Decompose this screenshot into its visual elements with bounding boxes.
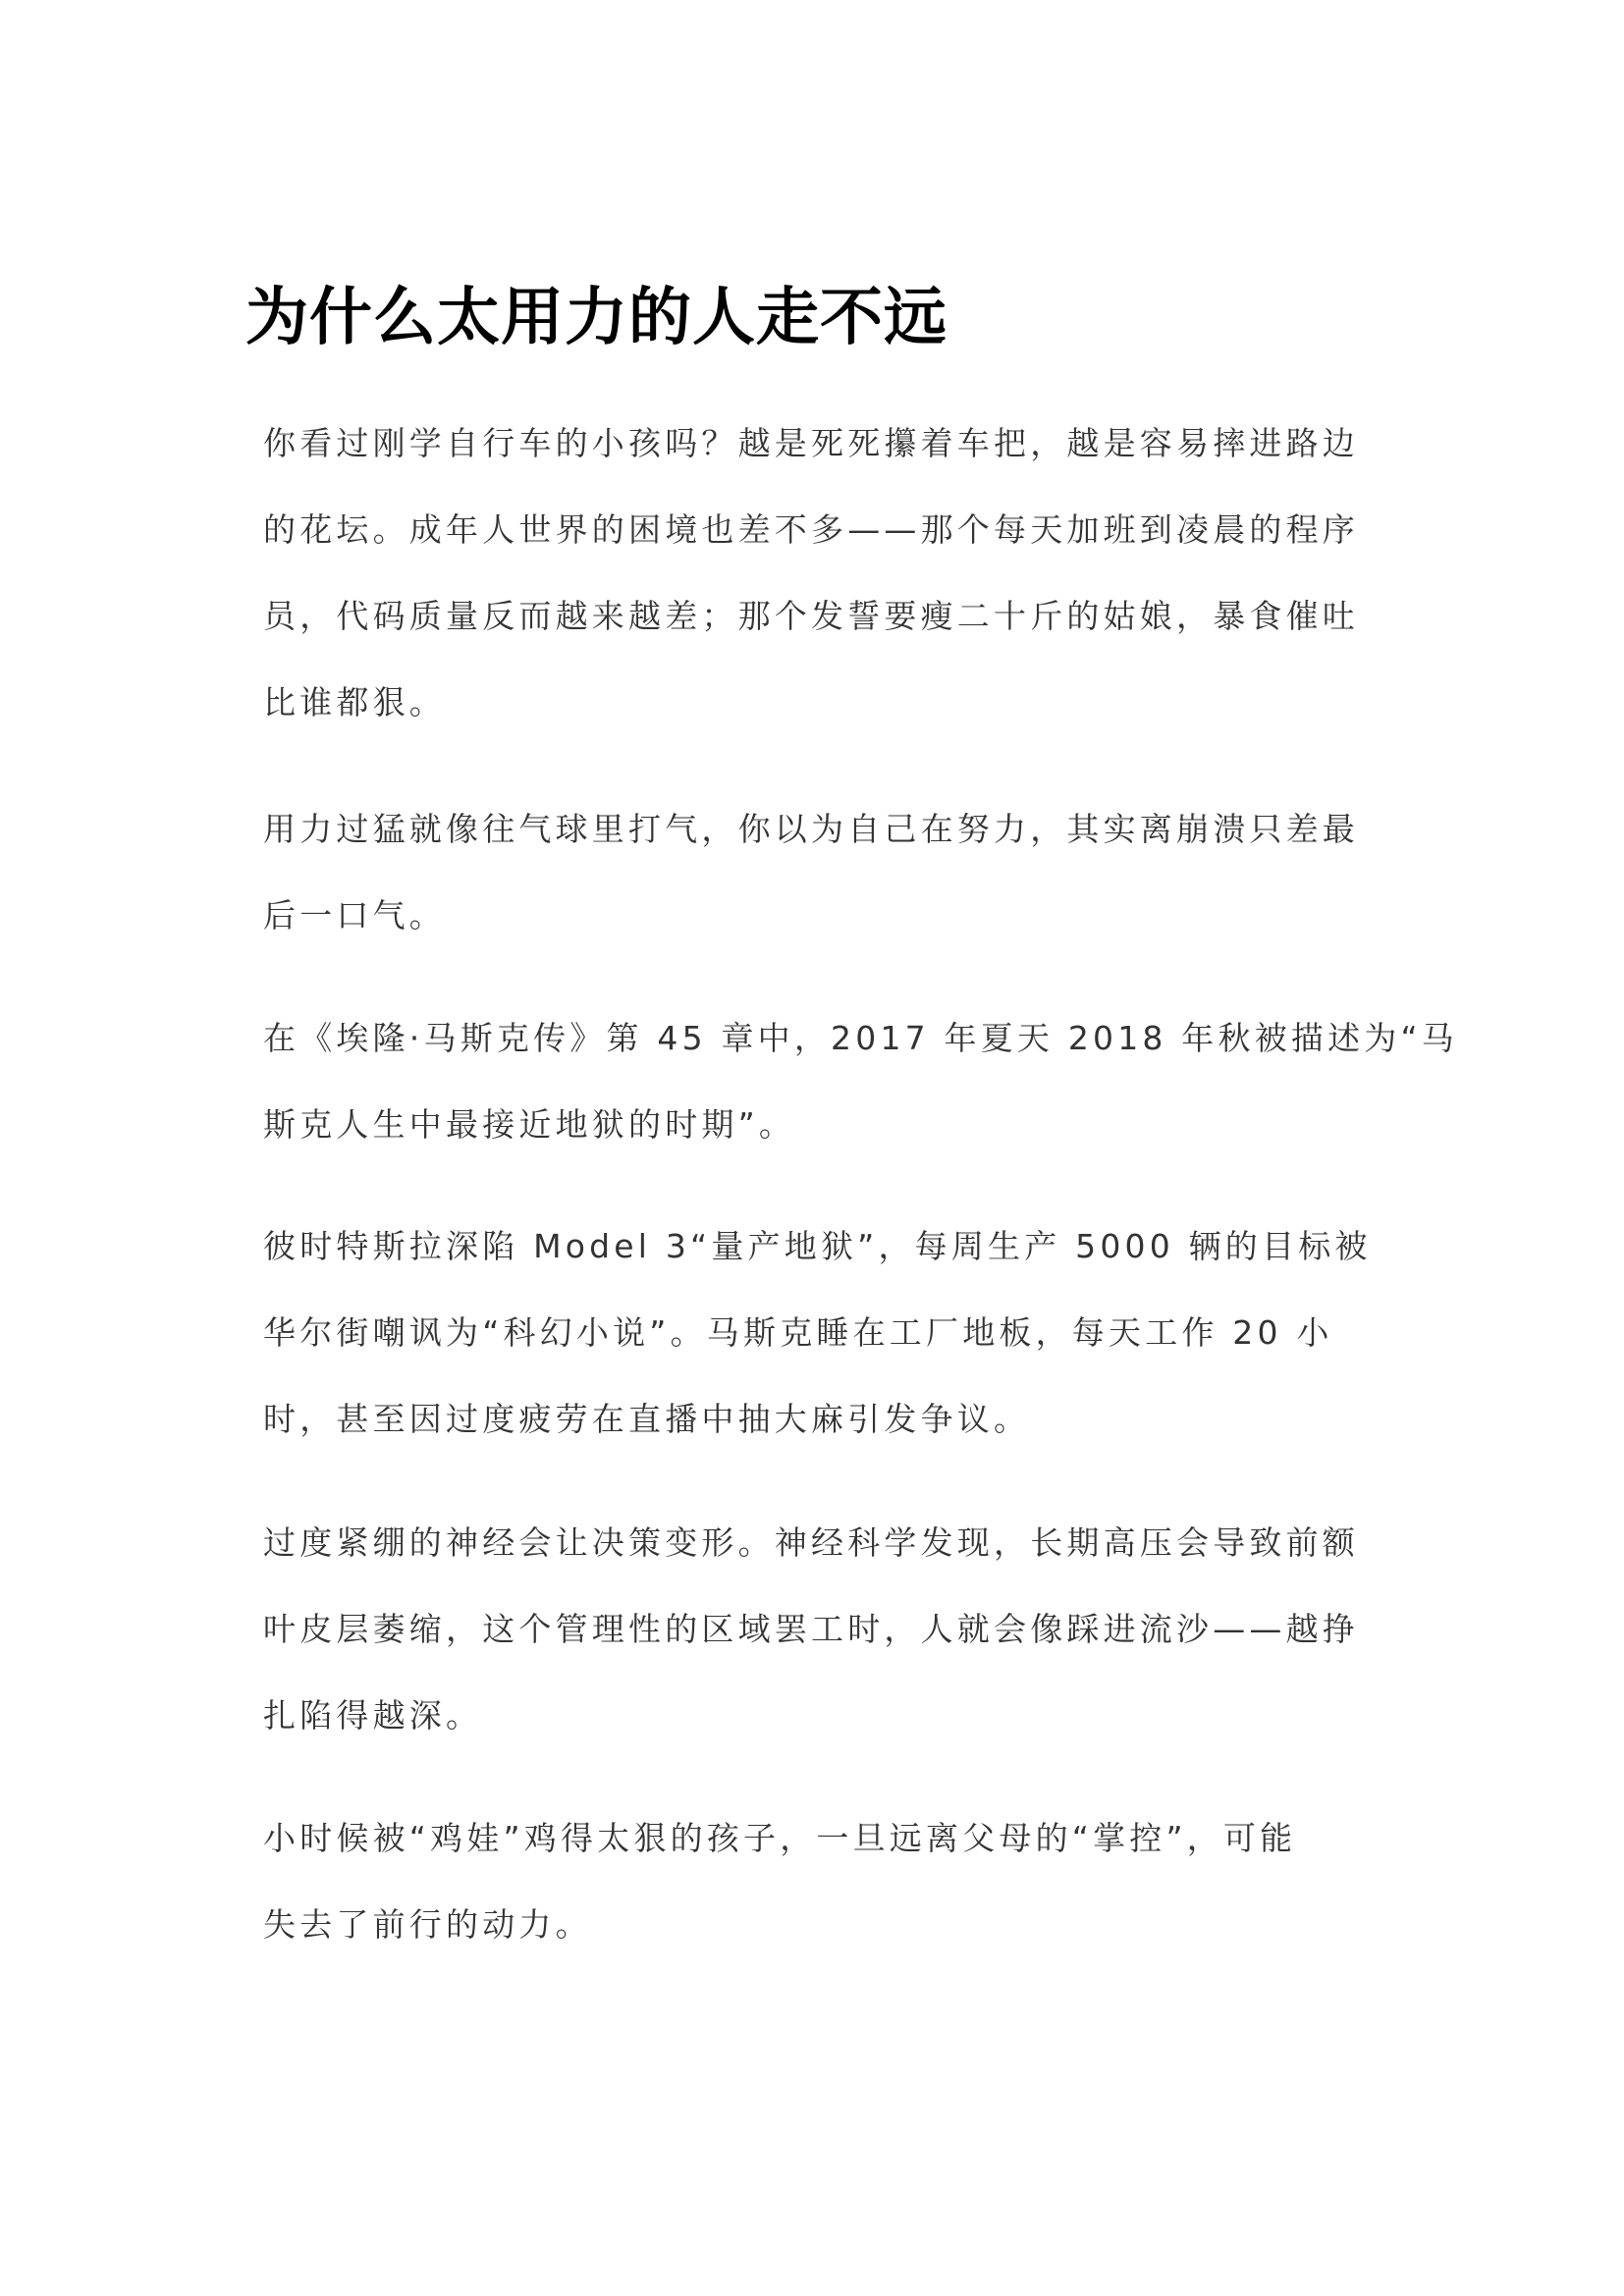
article-title: 为什么太用力的人走不远	[245, 281, 947, 354]
paragraph-line: 过度紧绷的神经会让决策变形。神经科学发现，长期高压会导致前额	[263, 1523, 1359, 1562]
paragraph-line: 员，代码质量反而越来越差；那个发誓要瘦二十斤的姑娘，暴食催吐	[263, 597, 1359, 635]
paragraph-line: 比谁都狠。	[263, 683, 446, 721]
paragraph-line: 失去了前行的动力。	[263, 1905, 592, 1944]
paragraph-line: 后一口气。	[263, 896, 446, 934]
paragraph-line: 华尔街嘲讽为“科幻小说”。马斯克睡在工厂地板，每天工作 20 小	[263, 1313, 1333, 1352]
paragraph-line: 小时候被“鸡娃”鸡得太狠的孩子，一旦远离父母的“掌控”，可能	[263, 1819, 1297, 1857]
paragraph-line: 在《埃隆·马斯克传》第 45 章中，2017 年夏天 2018 年秋被描述为“马	[263, 1019, 1458, 1057]
paragraph-line: 斯克人生中最接近地狱的时期”。	[263, 1105, 796, 1144]
paragraph-line: 扎陷得越深。	[263, 1696, 483, 1735]
paragraph-line: 彼时特斯拉深陷 Model 3“量产地狱”，每周生产 5000 辆的目标被	[263, 1227, 1372, 1265]
paragraph-line: 用力过猛就像往气球里打气，你以为自己在努力，其实离崩溃只差最	[263, 810, 1359, 848]
paragraph-line: 叶皮层萎缩，这个管理性的区域罢工时，人就会像踩进流沙——越挣	[263, 1610, 1359, 1648]
paragraph-line: 时，甚至因过度疲劳在直播中抽大麻引发争议。	[263, 1400, 1031, 1438]
paragraph-line: 你看过刚学自行车的小孩吗？越是死死攥着车把，越是容易摔进路边	[263, 424, 1359, 462]
paragraph-line: 的花坛。成年人世界的困境也差不多——那个每天加班到凌晨的程序	[263, 510, 1359, 549]
